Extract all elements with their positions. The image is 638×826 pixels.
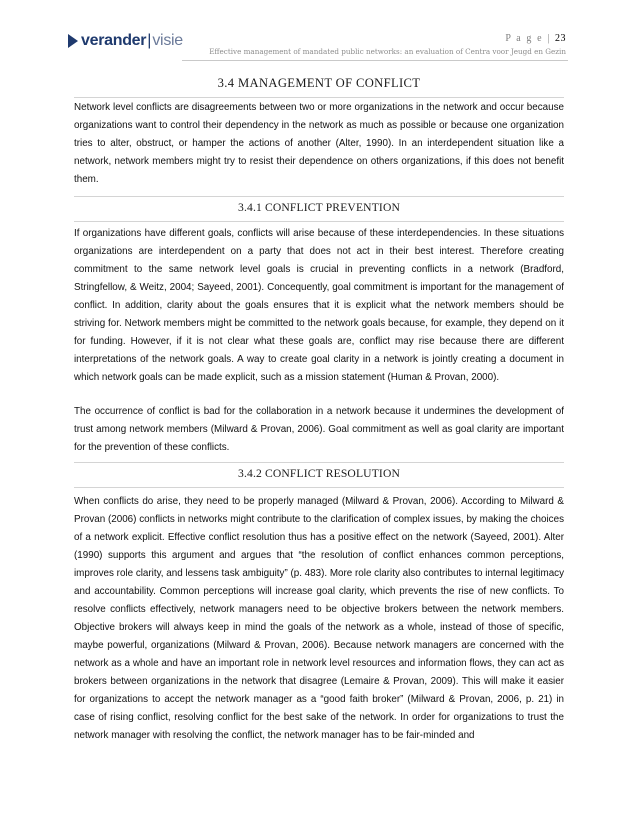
logo-text-verander: verander <box>81 32 147 49</box>
section-heading: 3.4 MANAGEMENT OF CONFLICT <box>217 76 421 90</box>
subsection-2-paragraph-1: When conflicts do arise, they need to be properly managed (Milward & Provan, 2006). According to Milward & Provan (2006) conflicts in networks might contribute to the clarification of complex issues, by making the choices of a network explicit. Effective conflict resolution thus has a positive effect on the network (Sayeed, 2001). Alter (1990) supports this argument and argues that “the resolution of conflict enhances common perceptions, improves role clarity, and lessens task ambiguity” (p. 483). More role clarity also contributes to internal legitimacy and accountability. Common perceptions will increase goal clarity, which prevents the rise of new conflicts. To resolve conflicts effectively, network managers need to be objective brokers between the network members. Objective brokers will always keep in mind the goals of the network as a whole, instead of those of specific, maybe powerful, organizations (Milward & Provan, 2006). Because network managers are concerned with the network as a whole and have an important role in network level resources and information flows, they can act as brokers between organizations in the network that disagree (Lemaire & Provan, 2009). This will make it easier for organizations to accept the network manager as a “good faith broker” (Milward & Provan, 2006, p. 21) in case of rising conflict, resolving conflict for the best sake of the network. In order for organizations to trust the network manager with resolving the conflict, the network manager has to be fair-minded and <box>74 496 565 741</box>
page-number-label <box>505 33 566 44</box>
page-number: 23 <box>555 33 566 44</box>
subsection-2-rule-bottom <box>74 487 564 488</box>
subsection-2-rule-top <box>74 462 564 463</box>
section-heading-rule <box>74 97 564 98</box>
subsection-2-heading: 3.4.2 CONFLICT RESOLUTION <box>238 467 400 480</box>
logo-arrow-icon <box>68 34 78 48</box>
subsection-1-paragraph-1: If organizations have different goals, conflicts will arise because of these interdependencies. In these situations organizations are interdependent on a party that does not act in their best interest. Therefore creating commitment to the same network level goals is crucial in preventing conflicts in a network (Bradford, Stringfellow, & Weitz, 2004; Sayeed, 2001). Concequently, goal commitment is important for the management of conflict. In addition, clarity about the goals ensures that it is explicit what the network members should be striving for. Network members might be committed to the network goals because, for example, they depend on it for funding. However, if it is not clear what these goals are, conflict may rise because there are different interpretations of the network goals. A way to create goal clarity in a network is jointly creating a document in which network goals can be made explicit, such as a mission statement (Human & Provan, 2000). <box>74 228 564 383</box>
section-intro-paragraph: Network level conflicts are disagreements between two or more organizations in the network and occur because organizations want to control their dependency in the network as much as possible or because one organization tries to alter, obstruct, or hamper the actions of another (Alter, 1990). In an interdependent situation like a network, network members might try to resist their dependence on others organizations, if this does not benefit them. <box>74 102 564 185</box>
subsection-1-heading: 3.4.1 CONFLICT PREVENTION <box>238 201 400 214</box>
page-header <box>0 0 638 60</box>
subsection-1-paragraph-2: The occurrence of conflict is bad for the collaboration in a network because it undermines the development of trust among network members (Milward & Provan, 2006). Goal commitment as well as goal clarity are important for the prevention of these conflicts. <box>74 406 564 453</box>
running-title: Effective management of mandated public networks: an evaluation of Centra voor Jeugd en Gezin <box>209 47 566 56</box>
logo-text-visie: visie <box>152 32 183 49</box>
page-label: P a g e | <box>505 33 551 44</box>
subsection-1-rule-top <box>74 196 564 197</box>
logo <box>68 32 183 50</box>
header-divider <box>182 60 568 61</box>
logo-separator: | <box>147 32 152 49</box>
subsection-1-rule-bottom <box>74 221 564 222</box>
